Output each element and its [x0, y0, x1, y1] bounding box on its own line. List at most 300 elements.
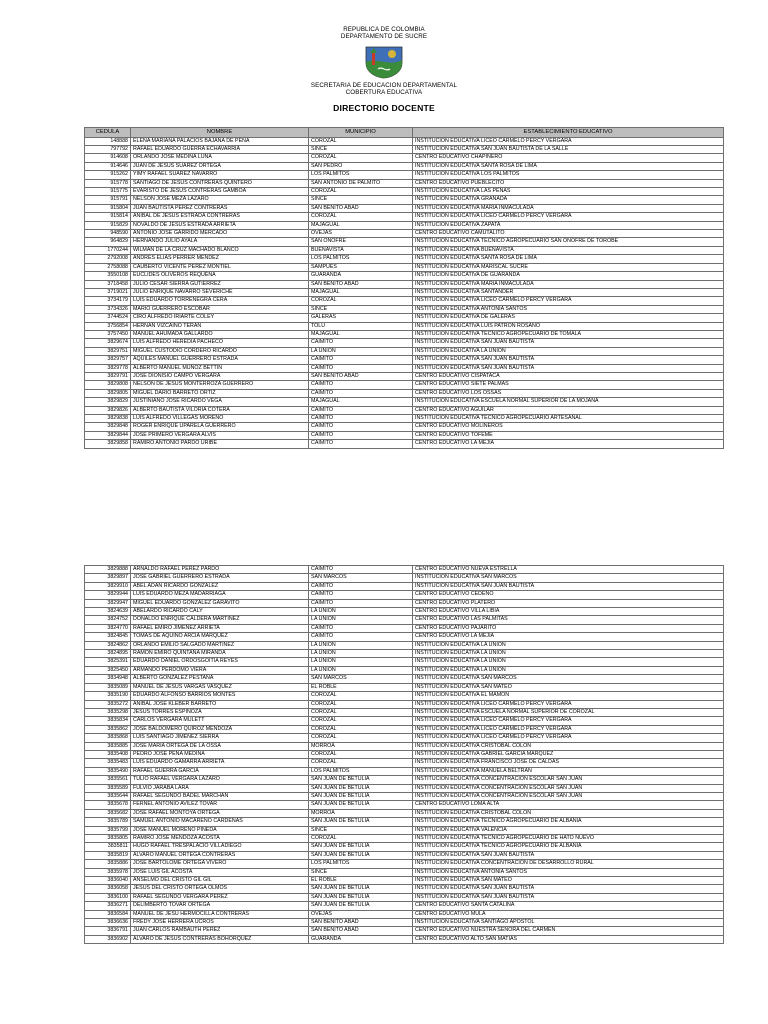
cell-nombre: NOVALDO DE JESUS ESTRADA ARRIETA	[131, 221, 309, 229]
cell-establecimiento: CENTRO EDUCATIVO LOMA ALTA	[413, 801, 724, 809]
table-row	[85, 910, 724, 918]
table-row	[85, 221, 724, 229]
cell-municipio: MORROA	[309, 742, 413, 750]
cell-nombre: ANSELMO DEL CRISTO GIL GIL	[131, 877, 309, 885]
cell-nombre: CAUBERTO VICENTE PEREZ MONTIEL	[131, 263, 309, 271]
cell-municipio: LOS PALMITOS	[309, 255, 413, 263]
cell-cedula: 915814	[85, 213, 131, 221]
table-row	[85, 280, 724, 288]
cell-municipio: SAN ONOFRE	[309, 238, 413, 246]
cell-nombre: JUAN BAUTISTA PEREZ CONTRERAS	[131, 204, 309, 212]
cell-municipio: SAN BENITO ABAD	[309, 919, 413, 927]
cell-cedula: 3836040	[85, 877, 131, 885]
table-row	[85, 582, 724, 590]
cell-establecimiento: CENTRO EDUCATIVO CAMUTALITO	[413, 230, 724, 238]
cell-cedula: 3825450	[85, 666, 131, 674]
cell-cedula: 964829	[85, 238, 131, 246]
cell-cedula: 3824862	[85, 641, 131, 649]
cell-municipio: COROZAL	[309, 835, 413, 843]
cell-municipio: CAIMITO	[309, 364, 413, 372]
cell-cedula: 3835789	[85, 818, 131, 826]
table-row	[85, 868, 724, 876]
cell-establecimiento: INSTITUCION EDUCATIVA TECNICO AGROPECUARIO DE HATO NUEVO	[413, 835, 724, 843]
cell-nombre: JOSE BALDOMERO QUIROZ MENDOZA	[131, 725, 309, 733]
cell-municipio: SAN BENITO ABAD	[309, 204, 413, 212]
cell-establecimiento: INSTITUCION EDUCATIVA LICEO CARMELO PERCY VERGARA	[413, 297, 724, 305]
cell-establecimiento: INSTITUCION EDUCATIVA TECNICO AGROPECUARIO DE ALBANIA	[413, 818, 724, 826]
cell-establecimiento: INSTITUCION EDUCATIVA SAN JUAN BAUTISTA	[413, 356, 724, 364]
table-row	[85, 641, 724, 649]
cell-municipio: CAIMITO	[309, 440, 413, 448]
cell-nombre: MANUEL AHUMADA GALLARDO	[131, 330, 309, 338]
table-row	[85, 137, 724, 145]
cell-nombre: RAFAEL SEGUNDO BADEL MARCHAN	[131, 792, 309, 800]
cell-municipio: GUARANDA	[309, 272, 413, 280]
cell-nombre: ABEL ADAN RICARDO GONZALEZ	[131, 582, 309, 590]
table-row	[85, 406, 724, 414]
cell-establecimiento: INSTITUCION EDUCATIVA ANTONIA SANTOS	[413, 868, 724, 876]
cell-municipio: SINCE	[309, 196, 413, 204]
cell-municipio: SAN JUAN DE BETULIA	[309, 885, 413, 893]
cell-cedula: 3829844	[85, 431, 131, 439]
table-row	[85, 809, 724, 817]
cell-municipio: BUENAVISTA	[309, 246, 413, 254]
cell-nombre: RAMIRO ANTONIO PARDO URIBE	[131, 440, 309, 448]
cell-establecimiento: INSTITUCION EDUCATIVA MARISCAL SUCRE	[413, 263, 724, 271]
cell-establecimiento: INSTITUCION EDUCATIVA LAS PEÑAS	[413, 188, 724, 196]
cell-municipio: EL ROBLE	[309, 877, 413, 885]
cell-establecimiento: INSTITUCION EDUCATIVA LICEO CARMELO PERCY VERGARA	[413, 725, 724, 733]
cell-cedula: 914646	[85, 162, 131, 170]
cell-municipio: COROZAL	[309, 213, 413, 221]
secretariat-line: SECRETARIA DE EDUCACION DEPARTAMENTAL	[310, 81, 458, 89]
cell-cedula: 3835978	[85, 868, 131, 876]
cell-municipio: CAIMITO	[309, 599, 413, 607]
table-row	[85, 675, 724, 683]
cell-municipio: LA UNION	[309, 658, 413, 666]
cell-establecimiento: INSTITUCION EDUCATIVA CRISTOBAL COLON	[413, 742, 724, 750]
table-row	[85, 230, 724, 238]
cell-cedula: 3829778	[85, 364, 131, 372]
cell-nombre: JOSE MANUEL MORENO PINEDA	[131, 826, 309, 834]
cell-cedula: 3829791	[85, 372, 131, 380]
cell-nombre: ALBERTO GONZALEZ PESTANA	[131, 675, 309, 683]
cell-establecimiento: INSTITUCION EDUCATIVA CONCENTRACION ESCOLAR SAN JUAN	[413, 784, 724, 792]
table-row	[85, 927, 724, 935]
country-line: REPUBLICA DE COLOMBIA	[343, 26, 425, 33]
cell-nombre: JOSE DIONISIO CAMPO VERGARA	[131, 372, 309, 380]
cell-cedula: 3829757	[85, 356, 131, 364]
cell-nombre: CIRO ALFREDO IRIARTE COLEY	[131, 314, 309, 322]
cell-cedula: 3835834	[85, 717, 131, 725]
cell-municipio: SAN JUAN DE BETULIA	[309, 843, 413, 851]
cell-establecimiento: INSTITUCION EDUCATIVA LOS PALMITOS	[413, 171, 724, 179]
department-line: DEPARTAMENTO DE SUCRE	[340, 33, 428, 41]
table-row	[85, 347, 724, 355]
cell-municipio: LOS PALMITOS	[309, 767, 413, 775]
cell-establecimiento: CENTRO EDUCATIVO NUESTRA SEÑORA DEL CARMEN	[413, 927, 724, 935]
document-header	[0, 26, 768, 113]
cell-nombre: ARNALDO RAFAEL PEREZ PARDO	[131, 566, 309, 574]
cell-municipio: LA UNION	[309, 608, 413, 616]
table-row	[85, 415, 724, 423]
table-row	[85, 725, 724, 733]
cell-establecimiento: CENTRO EDUCATIVO LAS PALMITAS	[413, 616, 724, 624]
cell-cedula: 3835561	[85, 776, 131, 784]
cell-nombre: ABELARDO RICARDO CALY	[131, 608, 309, 616]
cell-cedula: 3829944	[85, 591, 131, 599]
table-row	[85, 734, 724, 742]
cell-establecimiento: INSTITUCION EDUCATIVA MARIA INMACULADA	[413, 280, 724, 288]
cell-municipio: SAN JUAN DE BETULIA	[309, 776, 413, 784]
table-row	[85, 398, 724, 406]
cell-establecimiento: CENTRO EDUCATIVO CHAPINERO	[413, 154, 724, 162]
cell-establecimiento: INSTITUCION EDUCATIVA SANTA ROSA DE LIMA	[413, 162, 724, 170]
cell-nombre: ALBERTO BAUTISTA VILORIA COTERA	[131, 406, 309, 414]
table-row	[85, 759, 724, 767]
cell-cedula: 3825391	[85, 658, 131, 666]
cell-nombre: JOSE RAFAEL MONTOYA ORTEGA	[131, 809, 309, 817]
cell-nombre: JESUS TORRES ESPINOZA	[131, 708, 309, 716]
cell-nombre: JULIO CESAR SIERRA GUTIERREZ	[131, 280, 309, 288]
cell-municipio: SAN JUAN DE BETULIA	[309, 801, 413, 809]
table-row	[85, 372, 724, 380]
cell-nombre: LUIS ALFREDO VILLEGAS MORENO	[131, 415, 309, 423]
cell-municipio: SAN JUAN DE BETULIA	[309, 902, 413, 910]
table-row	[85, 272, 724, 280]
column-header-establecimiento: ESTABLECIMIENTO EDUCATIVO	[413, 128, 724, 138]
cell-establecimiento: INSTITUCION EDUCATIVA SAN JUAN BAUTISTA DE LA SALLE	[413, 146, 724, 154]
cell-nombre: EDUARDO DANIEL ORDOSGOITIA REYES	[131, 658, 309, 666]
table-row	[85, 179, 724, 187]
cell-municipio: SAN BENITO ABAD	[309, 372, 413, 380]
cell-municipio: SAN ANTONIO DE PALMITO	[309, 179, 413, 187]
cell-cedula: 3829751	[85, 347, 131, 355]
cell-municipio: CAIMITO	[309, 415, 413, 423]
cell-cedula: 915829	[85, 221, 131, 229]
cell-municipio: EL ROBLE	[309, 683, 413, 691]
cell-cedula: 3835805	[85, 835, 131, 843]
cell-establecimiento: INSTITUCION EDUCATIVA SANTANDER	[413, 288, 724, 296]
cell-establecimiento: INSTITUCION EDUCATIVA SAN JUAN BAUTISTA	[413, 885, 724, 893]
cell-municipio: CAIMITO	[309, 423, 413, 431]
cell-municipio: CAIMITO	[309, 591, 413, 599]
cell-nombre: ALVARO MANUEL ORTEGA CONTRERAS	[131, 851, 309, 859]
table-row	[85, 238, 724, 246]
cell-cedula: 3836058	[85, 885, 131, 893]
cell-establecimiento: INSTITUCION EDUCATIVA SAN MATEO	[413, 683, 724, 691]
cell-cedula: 915778	[85, 179, 131, 187]
cell-cedula: 3835886	[85, 860, 131, 868]
cell-nombre: EUCLIDES OLIVEROS REQUENA	[131, 272, 309, 280]
table-row	[85, 162, 724, 170]
cell-municipio: SAN JUAN DE BETULIA	[309, 818, 413, 826]
cell-cedula: 3835799	[85, 826, 131, 834]
cell-cedula: 3829910	[85, 582, 131, 590]
table-row	[85, 851, 724, 859]
cell-nombre: SANTIAGO DE JESUS CONTRERAS QUINTERO	[131, 179, 309, 187]
table-row	[85, 330, 724, 338]
cell-cedula: 3824845	[85, 633, 131, 641]
table-row	[85, 381, 724, 389]
cell-cedula: 3835678	[85, 801, 131, 809]
cell-municipio: COROZAL	[309, 154, 413, 162]
cell-establecimiento: INSTITUCION EDUCATIVA DE GUARANDA	[413, 272, 724, 280]
cell-cedula: 3835298	[85, 708, 131, 716]
cell-establecimiento: CENTRO EDUCATIVO LA MEJIA	[413, 440, 724, 448]
cell-cedula: 3829848	[85, 423, 131, 431]
cell-establecimiento: INSTITUCION EDUCATIVA SAN JUAN BAUTISTA	[413, 582, 724, 590]
cell-municipio: SAN MARCOS	[309, 574, 413, 582]
cell-establecimiento: CENTRO EDUCATIVO LA MEJIA	[413, 633, 724, 641]
cell-municipio: LA UNION	[309, 616, 413, 624]
cell-cedula: 3836902	[85, 935, 131, 943]
teacher-directory-table-continued	[84, 565, 724, 944]
table-row	[85, 717, 724, 725]
cell-municipio: LA UNION	[309, 347, 413, 355]
cell-cedula: 915775	[85, 188, 131, 196]
cell-nombre: LUIS EDUARDO TORRENEGRA CERA	[131, 297, 309, 305]
table-row	[85, 263, 724, 271]
table-row	[85, 431, 724, 439]
cell-nombre: ALVARO DE JESUS CONTRERAS BOHORQUEZ	[131, 935, 309, 943]
cell-municipio: CAIMITO	[309, 406, 413, 414]
cell-establecimiento: INSTITUCION EDUCATIVA SAN MATEO	[413, 877, 724, 885]
cell-cedula: 2758088	[85, 263, 131, 271]
cell-establecimiento: CENTRO EDUCATIVO MOLINEROS	[413, 423, 724, 431]
cell-nombre: FERNEL ANTONIO AVILEZ TOVAR	[131, 801, 309, 809]
cell-nombre: RAFAEL EDUARDO GUERRA ECHAVARRIA	[131, 146, 309, 154]
cell-establecimiento: INSTITUCION EDUCATIVA SAN JUAN BAUTISTA	[413, 851, 724, 859]
cell-nombre: YIMY RAFAEL SUAREZ NAVARRO	[131, 171, 309, 179]
cell-establecimiento: INSTITUCION EDUCATIVA FRANCISCO JOSE DE CALDAS	[413, 759, 724, 767]
table-header-row	[85, 128, 724, 138]
cell-nombre: MANUEL DE JESU HERMOCILLA CONTRERAS	[131, 910, 309, 918]
cell-establecimiento: INSTITUCION EDUCATIVA ESCUELA NORMAL SUPERIOR DE LA MOJANA	[413, 398, 724, 406]
cell-municipio: SAN JUAN DE BETULIA	[309, 893, 413, 901]
cell-establecimiento: CENTRO EDUCATIVO MULA	[413, 910, 724, 918]
cell-nombre: LUIS SANTIAGO JIMENEZ SIERRA	[131, 734, 309, 742]
cell-establecimiento: INSTITUCION EDUCATIVA GRANADA	[413, 196, 724, 204]
cell-municipio: LOS PALMITOS	[309, 171, 413, 179]
cell-cedula: 148888	[85, 137, 131, 145]
table-body	[85, 566, 724, 944]
cell-cedula: 3829858	[85, 440, 131, 448]
column-header-municipio: MUNICIPIO	[309, 128, 413, 138]
cell-municipio: SINCE	[309, 146, 413, 154]
table-row	[85, 146, 724, 154]
cell-cedula: 3757450	[85, 330, 131, 338]
cell-nombre: RAMON EMIRO QUINTANA MIRANDA	[131, 650, 309, 658]
cell-municipio: MAJAGUAL	[309, 330, 413, 338]
cell-establecimiento: CENTRO EDUCATIVO VILLA LIBIA	[413, 608, 724, 616]
cell-establecimiento: INSTITUCION EDUCATIVA SANTIAGO APOSTOL	[413, 919, 724, 927]
cell-establecimiento: INSTITUCION EDUCATIVA LA UNION	[413, 666, 724, 674]
table-row	[85, 877, 724, 885]
cell-establecimiento: CENTRO EDUCATIVO CISPATACA	[413, 372, 724, 380]
cell-nombre: ORLANDO EMILIO SALGADO MARTINEZ	[131, 641, 309, 649]
cell-establecimiento: INSTITUCION EDUCATIVA LUIS PATRON ROSANO	[413, 322, 724, 330]
cell-establecimiento: INSTITUCION EDUCATIVA LA UNION	[413, 658, 724, 666]
cell-nombre: HERNANDO JULIO AYALA	[131, 238, 309, 246]
cell-establecimiento: CENTRO EDUCATIVO TOFEME	[413, 431, 724, 439]
cell-nombre: FULVIO JARABA LARA	[131, 784, 309, 792]
cell-cedula: 3835644	[85, 792, 131, 800]
cell-nombre: PEDRO JOSE PEÑA MEDINA	[131, 750, 309, 758]
cell-nombre: MIGUEL EDUARDO GONZALEZ GARAVITO	[131, 599, 309, 607]
cell-cedula: 3829808	[85, 381, 131, 389]
table-row	[85, 792, 724, 800]
table-row	[85, 305, 724, 313]
table-row	[85, 574, 724, 582]
table-body	[85, 137, 724, 448]
cell-municipio: SINCE	[309, 826, 413, 834]
cell-municipio: SAN PEDRO	[309, 162, 413, 170]
table-row	[85, 314, 724, 322]
table-row	[85, 591, 724, 599]
cell-municipio: COROZAL	[309, 297, 413, 305]
table-row	[85, 339, 724, 347]
cell-establecimiento: INSTITUCION EDUCATIVA LICEO CARMELO PERCY VERGARA	[413, 137, 724, 145]
table-row	[85, 171, 724, 179]
cell-municipio: CAIMITO	[309, 624, 413, 632]
cell-nombre: MIGUEL DARIO BARRETO ORTIZ	[131, 389, 309, 397]
cell-establecimiento: INSTITUCION EDUCATIVA SAN JUAN BAUTISTA	[413, 893, 724, 901]
cell-nombre: JUAN DE JESUS SUAREZ ORTEGA	[131, 162, 309, 170]
cell-establecimiento: INSTITUCION EDUCATIVA VALENCIA	[413, 826, 724, 834]
table-row	[85, 633, 724, 641]
cell-municipio: SAN JUAN DE BETULIA	[309, 851, 413, 859]
cell-nombre: DELIMBERTO TOVAR ORTEGA	[131, 902, 309, 910]
cell-establecimiento: CENTRO EDUCATIVO SIETE PALMAS	[413, 381, 724, 389]
table-row	[85, 700, 724, 708]
cell-municipio: MORROA	[309, 809, 413, 817]
cell-establecimiento: INSTITUCION EDUCATIVA SAN JUAN BAUTISTA	[413, 339, 724, 347]
table-row	[85, 826, 724, 834]
cell-establecimiento: INSTITUCION EDUCATIVA ZAPATA	[413, 221, 724, 229]
table-row	[85, 893, 724, 901]
cell-cedula: 3836791	[85, 927, 131, 935]
cell-nombre: JULIO ENRIQUE NAVARRO SEVERICHE	[131, 288, 309, 296]
cell-establecimiento: CENTRO EDUCATIVO SANTA CATALINA	[413, 902, 724, 910]
cell-establecimiento: CENTRO EDUCATIVO NUEVA ESTRELLA	[413, 566, 724, 574]
table-row	[85, 767, 724, 775]
table-row	[85, 624, 724, 632]
cell-establecimiento: INSTITUCION EDUCATIVA EL MAMON	[413, 692, 724, 700]
cell-cedula: 3829897	[85, 574, 131, 582]
table-row	[85, 356, 724, 364]
cell-nombre: FREDY JOSE HERRERA UCROS	[131, 919, 309, 927]
cell-establecimiento: INSTITUCION EDUCATIVA LA UNION	[413, 650, 724, 658]
cell-nombre: HUGO RAFAEL TRESPALACIO VILLADIEGO	[131, 843, 309, 851]
table-row	[85, 322, 724, 330]
cell-establecimiento: INSTITUCION EDUCATIVA LICEO CARMELO PERCY VERGARA	[413, 734, 724, 742]
cell-municipio: CAIMITO	[309, 566, 413, 574]
table-row	[85, 246, 724, 254]
cell-nombre: TOMAS DE AQUINO ARCIA MARQUEZ	[131, 633, 309, 641]
cell-municipio: LA UNION	[309, 650, 413, 658]
cell-municipio: OVEJAS	[309, 230, 413, 238]
cell-cedula: 3550108	[85, 272, 131, 280]
cell-nombre: MANUEL DE JESUS VARGAS VASQUEZ	[131, 683, 309, 691]
cell-nombre: DONALDO ENRIQUE CALDERA MARTINEZ	[131, 616, 309, 624]
cell-establecimiento: INSTITUCION EDUCATIVA LICEO CARMELO PERCY VERGARA	[413, 213, 724, 221]
cell-cedula: 1770244	[85, 246, 131, 254]
table-row	[85, 860, 724, 868]
table-row	[85, 902, 724, 910]
cell-nombre: RAFAEL EMIRO JIMENEZ ARRIETA	[131, 624, 309, 632]
cell-municipio: OVEJAS	[309, 910, 413, 918]
cell-establecimiento: INSTITUCION EDUCATIVA LICEO CARMELO PERCY VERGARA	[413, 700, 724, 708]
cell-cedula: 3824639	[85, 608, 131, 616]
cell-cedula: 3836636	[85, 919, 131, 927]
cell-nombre: JOSE BARTOLOME ORTEGA VIVERO	[131, 860, 309, 868]
cell-nombre: JOSE LUIS GIL ACOSTA	[131, 868, 309, 876]
table-row	[85, 288, 724, 296]
cell-establecimiento: CENTRO EDUCATIVO CEDENO	[413, 591, 724, 599]
cell-cedula: 3824752	[85, 616, 131, 624]
cell-nombre: HERNAN VIZCAINO TERAN	[131, 322, 309, 330]
cell-municipio: MAJAGUAL	[309, 221, 413, 229]
table-row	[85, 683, 724, 691]
cell-municipio: CAIMITO	[309, 389, 413, 397]
cell-establecimiento: CENTRO EDUCATIVO AGUILAR	[413, 406, 724, 414]
cell-cedula: 3835483	[85, 759, 131, 767]
table-row	[85, 843, 724, 851]
cell-municipio: SINCE	[309, 868, 413, 876]
cell-establecimiento: INSTITUCION EDUCATIVA LA UNION	[413, 641, 724, 649]
teacher-directory-table	[84, 127, 724, 449]
cell-cedula: 3719021	[85, 288, 131, 296]
table-row	[85, 784, 724, 792]
cell-establecimiento: INSTITUCION EDUCATIVA LICEO CARMELO PERCY VERGARA	[413, 717, 724, 725]
table-row	[85, 213, 724, 221]
cell-municipio: LA UNION	[309, 666, 413, 674]
column-header-nombre: NOMBRE	[131, 128, 309, 138]
cell-cedula: 915804	[85, 204, 131, 212]
cell-nombre: LUIS ALFREDO HEREDIA PACHECO	[131, 339, 309, 347]
cell-municipio: MAJAGUAL	[309, 398, 413, 406]
cell-municipio: CAIMITO	[309, 356, 413, 364]
cell-municipio: COROZAL	[309, 692, 413, 700]
table-row	[85, 818, 724, 826]
column-header-cedula: CEDULA	[85, 128, 131, 138]
cell-nombre: EDUARDO ALFONSO BARRIOS MONTES	[131, 692, 309, 700]
cell-municipio: COROZAL	[309, 700, 413, 708]
cell-nombre: LUIS EDUARDO MEZA MADARRIAGA	[131, 591, 309, 599]
table-row	[85, 835, 724, 843]
table-row	[85, 708, 724, 716]
cell-nombre: TULIO RAFAEL VERGARA LAZARO	[131, 776, 309, 784]
cell-nombre: ALBERTO MANUEL MUÑOZ BETTIN	[131, 364, 309, 372]
table-row	[85, 919, 724, 927]
cell-cedula: 3744524	[85, 314, 131, 322]
cell-municipio: CAIMITO	[309, 431, 413, 439]
cell-cedula: 3835682	[85, 809, 131, 817]
table-row	[85, 650, 724, 658]
coverage-line: COBERTURA EDUCATIVA	[345, 89, 423, 97]
cell-cedula: 3834948	[85, 675, 131, 683]
cell-nombre: ANDRES ELIAS PERRER MENDEZ	[131, 255, 309, 263]
cell-nombre: ANTONIO JOSE GARRIDO MERCADO	[131, 230, 309, 238]
cell-nombre: RAFAEL GUERRA GARCIA	[131, 767, 309, 775]
table-row	[85, 566, 724, 574]
table-row	[85, 196, 724, 204]
cell-municipio: COROZAL	[309, 759, 413, 767]
cell-cedula: 948590	[85, 230, 131, 238]
cell-nombre: JOSE PRIMERO VERGARA ALVIS	[131, 431, 309, 439]
cell-cedula: 3824895	[85, 650, 131, 658]
